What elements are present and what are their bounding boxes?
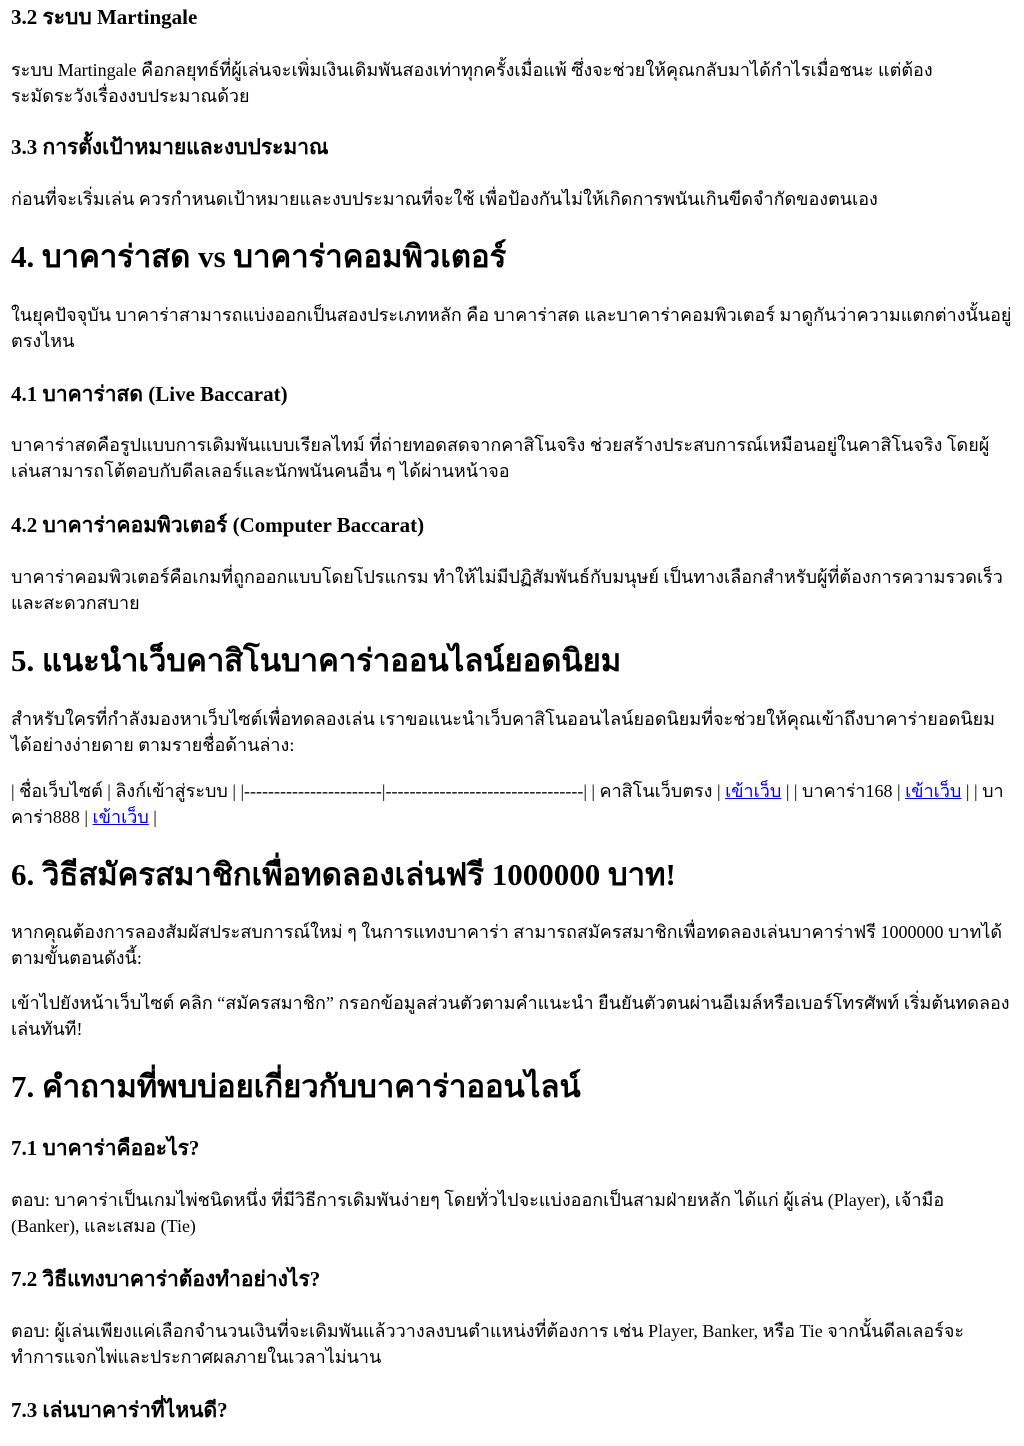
section-heading-7: 7. คำถามที่พบบ่อยเกี่ยวกับบาคาร่าออนไลน์ <box>11 1069 581 1104</box>
website-table-text <box>11 778 1013 830</box>
table-text-segment: | ชื่อเว็บไซต์ | ลิงก์เข้าสู่ระบบ | |-----------------------|---------------------------------| | คาสิโนเว็บตรง | <box>11 781 726 801</box>
enter-site-link-1[interactable]: เข้าเว็บ <box>725 781 782 801</box>
enter-site-link-2[interactable]: เข้าเว็บ <box>905 781 962 801</box>
paragraph-faq-how-to-bet: ตอบ: ผู้เล่นเพียงแค่เลือกจำนวนเงินที่จะเดิมพันแล้ววางลงบนตำแหน่งที่ต้องการ เช่น Player, Banker, หรือ Tie จากนั้นดีลเลอร์จะทำการแจกไพ่และประกาศผลภายในเวลาไม่นาน <box>11 1321 965 1367</box>
paragraph-live-baccarat: บาคาร่าสดคือรูปแบบการเดิมพันแบบเรียลไทม์ ที่ถ่ายทอดสดจากคาสิโนจริง ช่วยสร้างประสบการณ์เหมือนอยู่ในคาสิโนจริง โดยผู้เล่นสามารถโต้ตอบกับดีลเลอร์และนักพนันคนอื่น ๆ ได้ผ่านหน้าจอ <box>11 435 990 481</box>
section-heading-4-2: 4.2 บาคาร่าคอมพิวเตอร์ (Computer Baccarat) <box>11 513 425 537</box>
section-heading-7-2: 7.2 วิธีแทงบาคาร่าต้องทำอย่างไร? <box>11 1267 321 1291</box>
section-heading-5: 5. แนะนำเว็บคาสิโนบาคาร่าออนไลน์ยอดนิยม <box>11 643 622 678</box>
table-text-segment: | | บาคาร่า888 | <box>11 781 1004 827</box>
paragraph-live-vs-computer: ในยุคปัจจุบัน บาคาร่าสามารถแบ่งออกเป็นสองประเภทหลัก คือ บาคาร่าสด และบาคาร่าคอมพิวเตอร์ มาดูกันว่าความแตกต่างนั้นอยู่ตรงไหน <box>11 305 1012 351</box>
section-heading-4-1: 4.1 บาคาร่าสด (Live Baccarat) <box>11 382 288 406</box>
paragraph-signup-steps: เข้าไปยังหน้าเว็บไซต์ คลิก “สมัครสมาชิก” กรอกข้อมูลส่วนตัวตามคำแนะนำ ยืนยันตัวตนผ่านอีเมล์หรือเบอร์โทรศัพท์ เริ่มต้นทดลองเล่นทันที! <box>11 993 1010 1039</box>
paragraph-recommend-sites: สำหรับใครที่กำลังมองหาเว็บไซต์เพื่อทดลองเล่น เราขอแนะนำเว็บคาสิโนออนไลน์ยอดนิยมที่จะช่วยให้คุณเข้าถึงบาคาร่ายอดนิยมได้อย่างง่ายดาย ตามรายชื่อด้านล่าง: <box>11 709 996 755</box>
section-heading-7-1: 7.1 บาคาร่าคืออะไร? <box>11 1136 200 1160</box>
enter-site-link-3[interactable]: เข้าเว็บ <box>92 807 149 827</box>
table-text-segment: | <box>148 807 157 827</box>
section-heading-4: 4. บาคาร่าสด vs บาคาร่าคอมพิวเตอร์ <box>11 239 507 274</box>
paragraph-computer-baccarat: บาคาร่าคอมพิวเตอร์คือเกมที่ถูกออกแบบโดยโปรแกรม ทำให้ไม่มีปฏิสัมพันธ์กับมนุษย์ เป็นทางเลือกสำหรับผู้ที่ต้องการความรวดเร็วและสะดวกสบาย <box>11 567 1003 613</box>
paragraph-budget: ก่อนที่จะเริ่มเล่น ควรกำหนดเป้าหมายและงบประมาณที่จะใช้ เพื่อป้องกันไม่ให้เกิดการพนันเกินขีดจำกัดของตนเอง <box>11 189 878 209</box>
section-heading-3-2: 3.2 ระบบ Martingale <box>11 5 198 29</box>
section-heading-6: 6. วิธีสมัครสมาชิกเพื่อทดลองเล่นฟรี 1000000 บาท! <box>11 857 676 892</box>
paragraph-martingale: ระบบ Martingale คือกลยุทธ์ที่ผู้เล่นจะเพิ่มเงินเดิมพันสองเท่าทุกครั้งเมื่อแพ้ ซึ่งจะช่วยให้คุณกลับมาได้กำไรเมื่อชนะ แต่ต้องระมัดระวังเรื่องงบประมาณด้วย <box>11 60 933 106</box>
section-heading-7-3: 7.3 เล่นบาคาร่าที่ไหนดี? <box>11 1398 228 1422</box>
table-text-segment: | | บาคาร่า168 | <box>781 781 906 801</box>
paragraph-faq-what-is-baccarat: ตอบ: บาคาร่าเป็นเกมไพ่ชนิดหนึ่ง ที่มีวิธีการเดิมพันง่ายๆ โดยทั่วไปจะแบ่งออกเป็นสามฝ่ายหลัก ได้แก่ ผู้เล่น (Player), เจ้ามือ (Banker), และเสมอ (Tie) <box>11 1190 945 1236</box>
section-heading-3-3: 3.3 การตั้งเป้าหมายและงบประมาณ <box>11 135 329 159</box>
paragraph-signup-intro: หากคุณต้องการลองสัมผัสประสบการณ์ใหม่ ๆ ในการแทงบาคาร่า สามารถสมัครสมาชิกเพื่อทดลองเล่นบาคาร่าฟรี 1000000 บาทได้ตามขั้นตอนดังนี้: <box>11 922 1003 968</box>
